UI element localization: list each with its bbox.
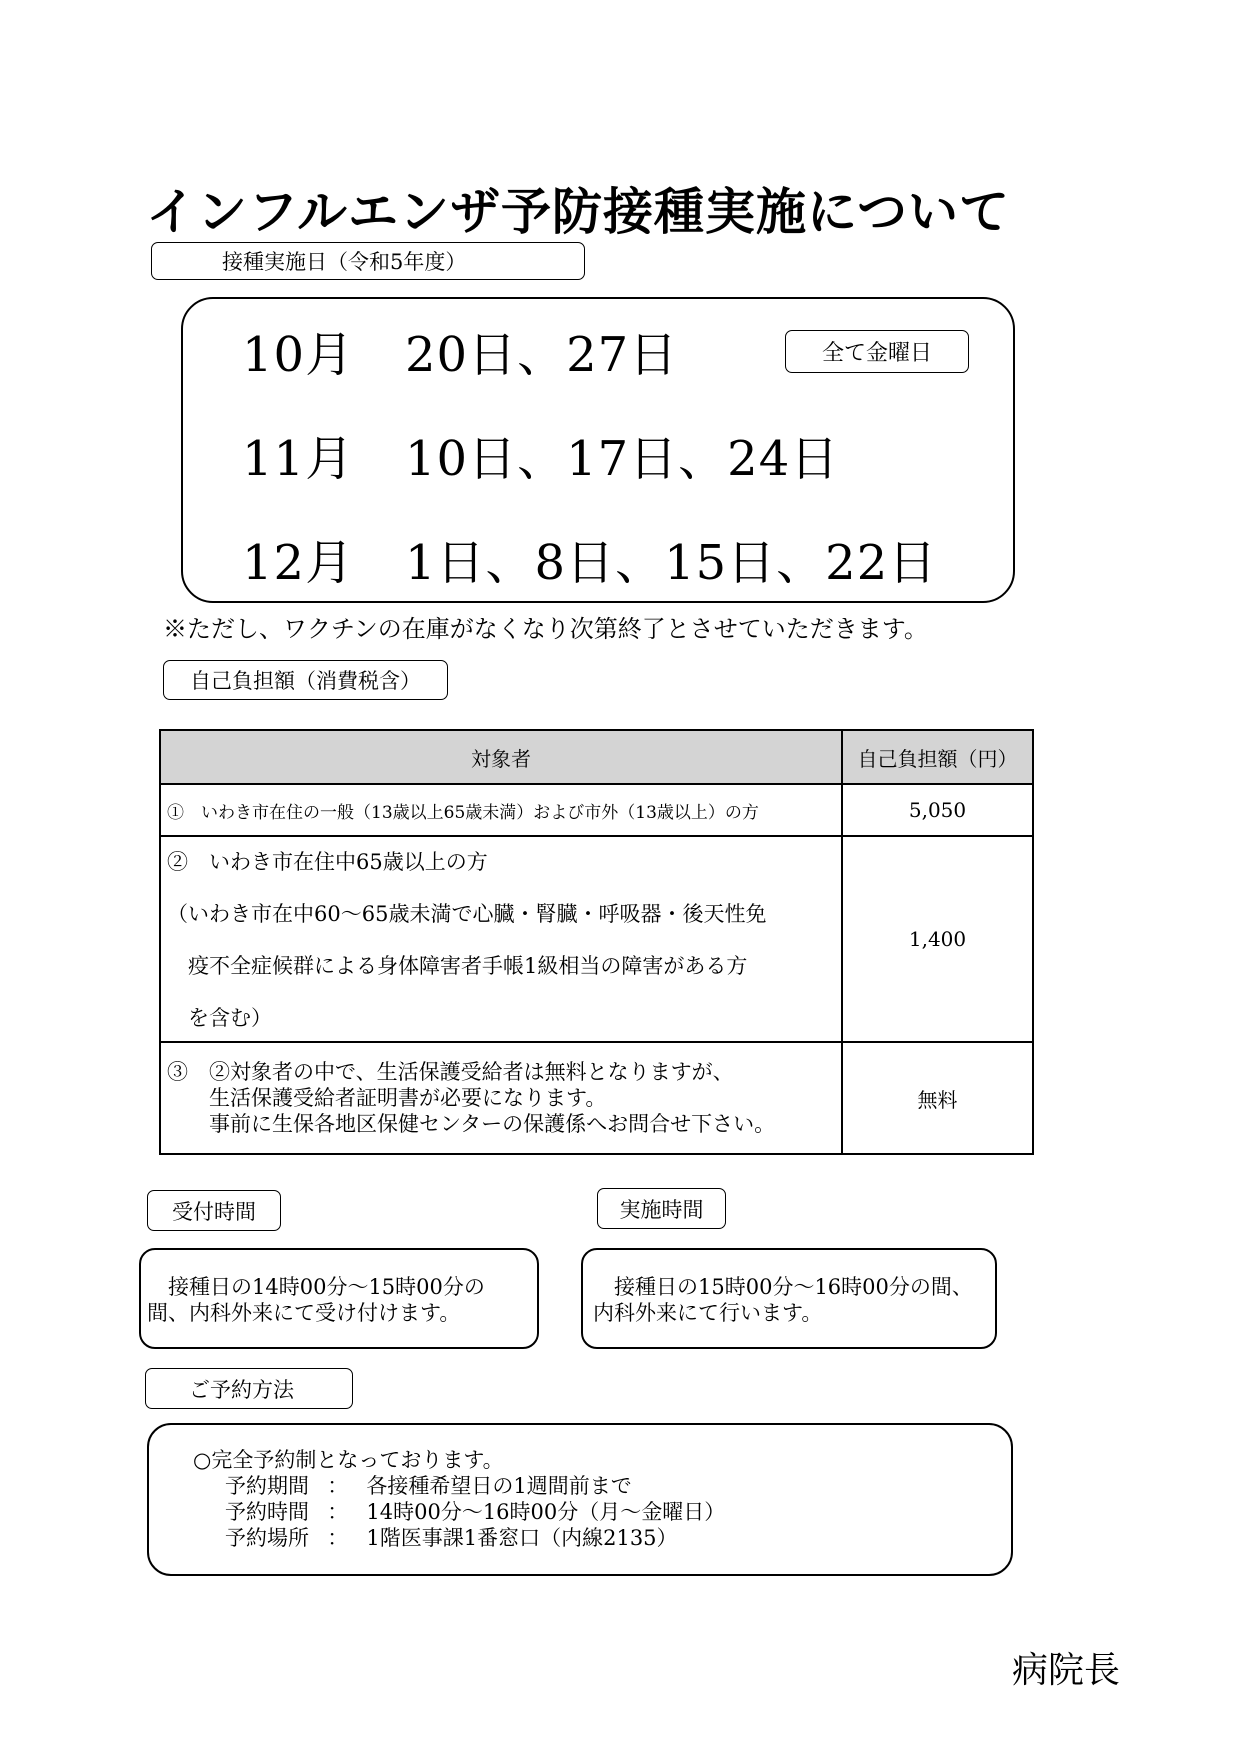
reservation-item xyxy=(193,1525,1011,1551)
schedule-row-december xyxy=(242,524,937,593)
table-header-row xyxy=(160,730,1033,784)
schedule-label-text: 接種実施日（令和5年度） xyxy=(222,250,467,274)
implementation-line: 内科外来にて行います。 xyxy=(593,1301,823,1325)
reception-box xyxy=(139,1248,539,1349)
schedule-label xyxy=(151,242,585,280)
reservation-value: 各接種希望日の1週間前まで xyxy=(366,1474,632,1498)
reservation-sep: ： xyxy=(327,1474,349,1498)
reservation-label xyxy=(145,1368,353,1409)
implementation-label xyxy=(597,1188,726,1229)
reservation-value: 1階医事課1番窓口（内線2135） xyxy=(366,1526,678,1550)
row-target xyxy=(160,836,842,1042)
schedule-row-november xyxy=(242,420,839,489)
reception-label xyxy=(147,1190,281,1231)
row-line: 疫不全症候群による身体障害者手帳1級相当の障害がある方 xyxy=(167,954,748,978)
row-line: ① いわき市在住の一般（13歳以上65歳未満）および市外（13歳以上）の方 xyxy=(167,802,759,823)
schedule-days: 20日、27日 xyxy=(405,327,679,383)
reception-label-text: 受付時間 xyxy=(172,1199,256,1224)
implementation-box xyxy=(581,1248,997,1349)
implementation-label-text: 実施時間 xyxy=(619,1197,704,1222)
reservation-item xyxy=(193,1473,1011,1499)
reservation-value: 14時00分～16時00分（月～金曜日） xyxy=(366,1500,726,1524)
row-amount: 1,400 xyxy=(842,836,1033,1042)
table-row xyxy=(160,836,1033,1042)
weekday-badge-text: 全て金曜日 xyxy=(821,341,932,366)
table-row xyxy=(160,1042,1033,1154)
reservation-box xyxy=(147,1423,1013,1576)
schedule-days: 10日、17日、24日 xyxy=(405,431,840,487)
header-target: 対象者 xyxy=(160,730,842,784)
row-amount: 無料 xyxy=(842,1042,1033,1154)
row-line: ③ ②対象者の中で、生活保護受給者は無料となりますが、 xyxy=(167,1060,734,1084)
reception-line: 間、内科外来にて受け付けます。 xyxy=(147,1301,461,1325)
reservation-key: 予約場所 xyxy=(225,1526,309,1550)
row-line: ② いわき市在住中65歳以上の方 xyxy=(167,850,488,874)
reservation-key: 予約期間 xyxy=(225,1474,309,1498)
row-amount: 5,050 xyxy=(842,784,1033,836)
weekday-badge xyxy=(785,330,969,373)
schedule-month: 12月 xyxy=(242,535,355,591)
reservation-key: 予約時間 xyxy=(225,1500,309,1524)
fee-table xyxy=(159,729,1034,1155)
row-line: を含む） xyxy=(167,1006,272,1030)
schedule-month: 11月 xyxy=(242,431,355,487)
stock-note: ※ただし、ワクチンの在庫がなくなり次第終了とさせていただきます。 xyxy=(163,615,928,643)
row-line: 事前に生保各地区保健センターの保護係へお問合せ下さい。 xyxy=(167,1112,776,1136)
reservation-sep: ： xyxy=(327,1526,349,1550)
schedule-row-october xyxy=(242,316,678,385)
schedule-days: 1日、8日、15日、22日 xyxy=(405,535,938,591)
reservation-label-text: ご予約方法 xyxy=(189,1377,294,1402)
implementation-line: 接種日の15時00分～16時00分の間、 xyxy=(593,1275,973,1299)
reception-line: 接種日の14時00分～15時00分の xyxy=(147,1275,485,1299)
page-title: インフルエンザ予防接種実施について xyxy=(146,183,1010,241)
fee-label-text: 自己負担額（消費税含） xyxy=(190,669,421,693)
row-line: 生活保護受給者証明書が必要になります。 xyxy=(167,1086,607,1110)
schedule-month: 10月 xyxy=(242,327,355,383)
row-line: （いわき市在中60～65歳未満で心臓・腎臓・呼吸器・後天性免 xyxy=(167,902,767,926)
reservation-sep: ： xyxy=(327,1500,349,1524)
header-amount: 自己負担額（円） xyxy=(842,730,1033,784)
table-row xyxy=(160,784,1033,836)
row-target xyxy=(160,784,842,836)
signature: 病院長 xyxy=(1012,1650,1121,1691)
reservation-intro: ○完全予約制となっております。 xyxy=(193,1448,504,1472)
fee-label xyxy=(163,660,448,700)
reservation-item xyxy=(193,1499,1011,1525)
row-target xyxy=(160,1042,842,1154)
